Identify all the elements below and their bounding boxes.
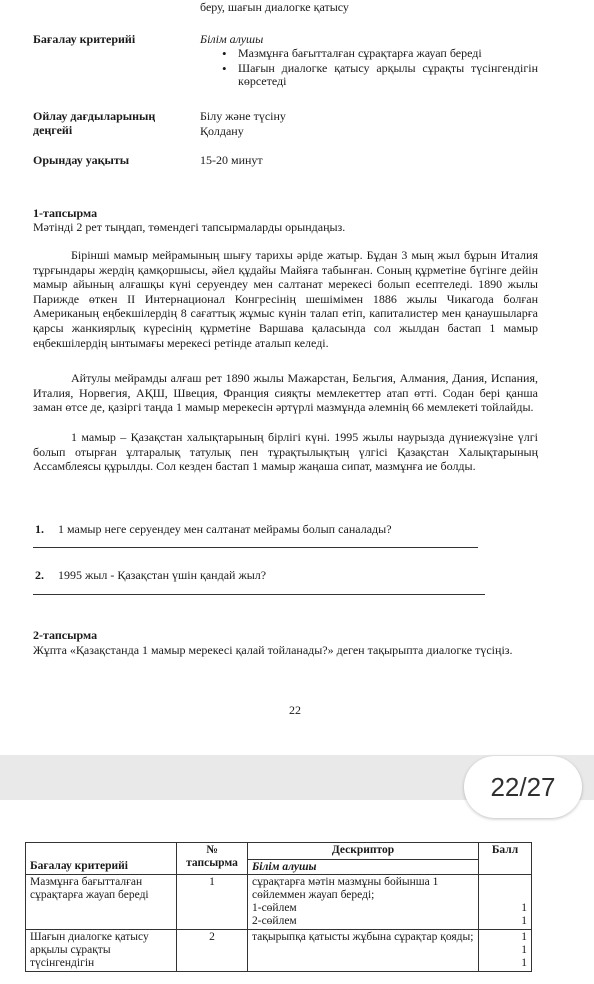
header-task-number: № тапсырма [177,843,248,875]
row-criteria: Мазмұнға бағытталған сұрақтарға жауап береді [26,875,177,930]
row-score [479,930,532,972]
time-label: Орындау уақыты [33,153,130,167]
page-number: 22 [289,703,301,717]
answer-line-1[interactable] [33,547,478,548]
criteria-item: • Мазмұнға бағытталған сұрақтарға жауап береді [200,47,538,60]
table-row [26,930,532,972]
score-value: 1 [521,957,527,969]
thinking-level-1: Білу және түсіну [200,109,286,123]
question-1-text: 1 мамыр неге серуендеу мен салтанат мейрамы болып саналады? [58,522,392,536]
task2-text: Жұпта «Қазақстанда 1 мамыр мерекесі қалай тойланады?» деген тақырыпта диалогке түсіңіз. [33,643,513,657]
answer-line-2[interactable] [33,594,485,595]
task1-paragraph-3: 1 мамыр – Қазақстан халықтарының бірлігі күні. 1995 жылы наурызда дүниежүзіне үлгі болып отырған ұлтаралық татулық пен тұрақтылықтың үлгісі Қазақстан Халықтарының Ассамблеясы құрылды. Сол кезден бастап 1 мамыр жаңаша сипат, мазмұнға ие болды. [33,430,538,474]
criteria-learner: Білім алушы [200,32,264,46]
document-page-23 [0,800,594,984]
time-value: 15-20 минут [200,153,263,167]
header-learner: Білім алушы [248,859,478,874]
row-descriptor [248,875,479,930]
question-2-number: 2. [35,568,44,582]
row-task: 1 [177,875,248,930]
thinking-level-2: Қолдану [200,124,244,138]
score-value: 1 [521,931,527,943]
task2-title: 2-тапсырма [33,628,98,642]
score-value: 1 [521,902,527,914]
score-value: 1 [521,915,527,927]
criteria-item: • Шағын диалогке қатысу арқылы сұрақты түсінгендігін көрсетеді [200,62,538,88]
page-indicator: 22/27 [464,756,582,818]
criteria-list [200,47,538,88]
table-row [26,875,532,930]
row-criteria: Шағын диалогке қатысу арқылы сұрақты түсінгендігін [26,930,177,972]
task1-paragraph-1: Бірінші мамыр мейрамының шығу тарихы әріде жатыр. Бұдан 3 мың жыл бұрын Италия тұрғындары жердің қамқоршысы, әйел құдайы Майяға табынған. Соның құрметіне бүгінге дейін мамыр айының алғашқы күні серуендеу мен салтанат мерекесі болып есептеледі. 1890 жылы Парижде өткен II Интернационал Конгресінің шешімімен 1886 жылы Чикагода болған Американың еңбекшілердің 8 сағаттық жұмыс күнін талап етіп, капиталистер мен қанаушыларға қарсы жанкиярлық күресінің құрметіне Варшава қаласында сол жылдан бастап 1 мамыр еңбекшілердің ынтымағы мерекесі ретінде аталып келеді. [33,248,538,350]
top-continuation-text: беру, шағын диалогке қатысу [200,0,349,14]
question-2-text: 1995 жыл - Қазақстан үшін қандай жыл? [58,568,267,582]
question-1-number: 1. [35,522,44,536]
row-score [479,875,532,930]
descriptor-sentence-2: 2-сөйлем [252,915,297,927]
task1-instruction: Мәтінді 2 рет тыңдап, төмендегі тапсырмаларды орындаңыз. [33,220,346,234]
header-score: Балл [479,843,532,875]
score-value: 1 [521,944,527,956]
descriptor-sentence-1: 1-сөйлем [252,902,297,914]
descriptor-table [25,842,532,972]
task1-paragraph-2: Айтулы мейрамды алғаш рет 1890 жылы Мажарстан, Бельгия, Алмания, Дания, Испания, Италия, Норвегия, АҚШ, Швеция, Франция сияқты мемлекеттер атап өтті. Содан бері қанша заман өтсе де, қазіргі таңда 1 мамыр мерекесін әртүрлі мазмұнда әлемнің 66 мемлекеті тойлайды. [33,371,538,415]
task1-title: 1-тапсырма [33,206,98,220]
criteria-label: Бағалау критерийі [33,32,136,46]
header-descriptor: Дескриптор Білім алушы [248,843,479,875]
descriptor-text: сұрақтарға мәтін мазмұны бойынша 1 сөйлеммен жауап береді; [252,876,439,901]
row-descriptor: тақырыпқа қатысты жұбына сұрақтар қояды; [248,930,479,972]
thinking-level-label: Ойлау дағдыларының деңгейі [33,109,156,137]
table-header-row [26,843,532,875]
header-criteria: Бағалау критерийі [26,843,177,875]
row-task: 2 [177,930,248,972]
